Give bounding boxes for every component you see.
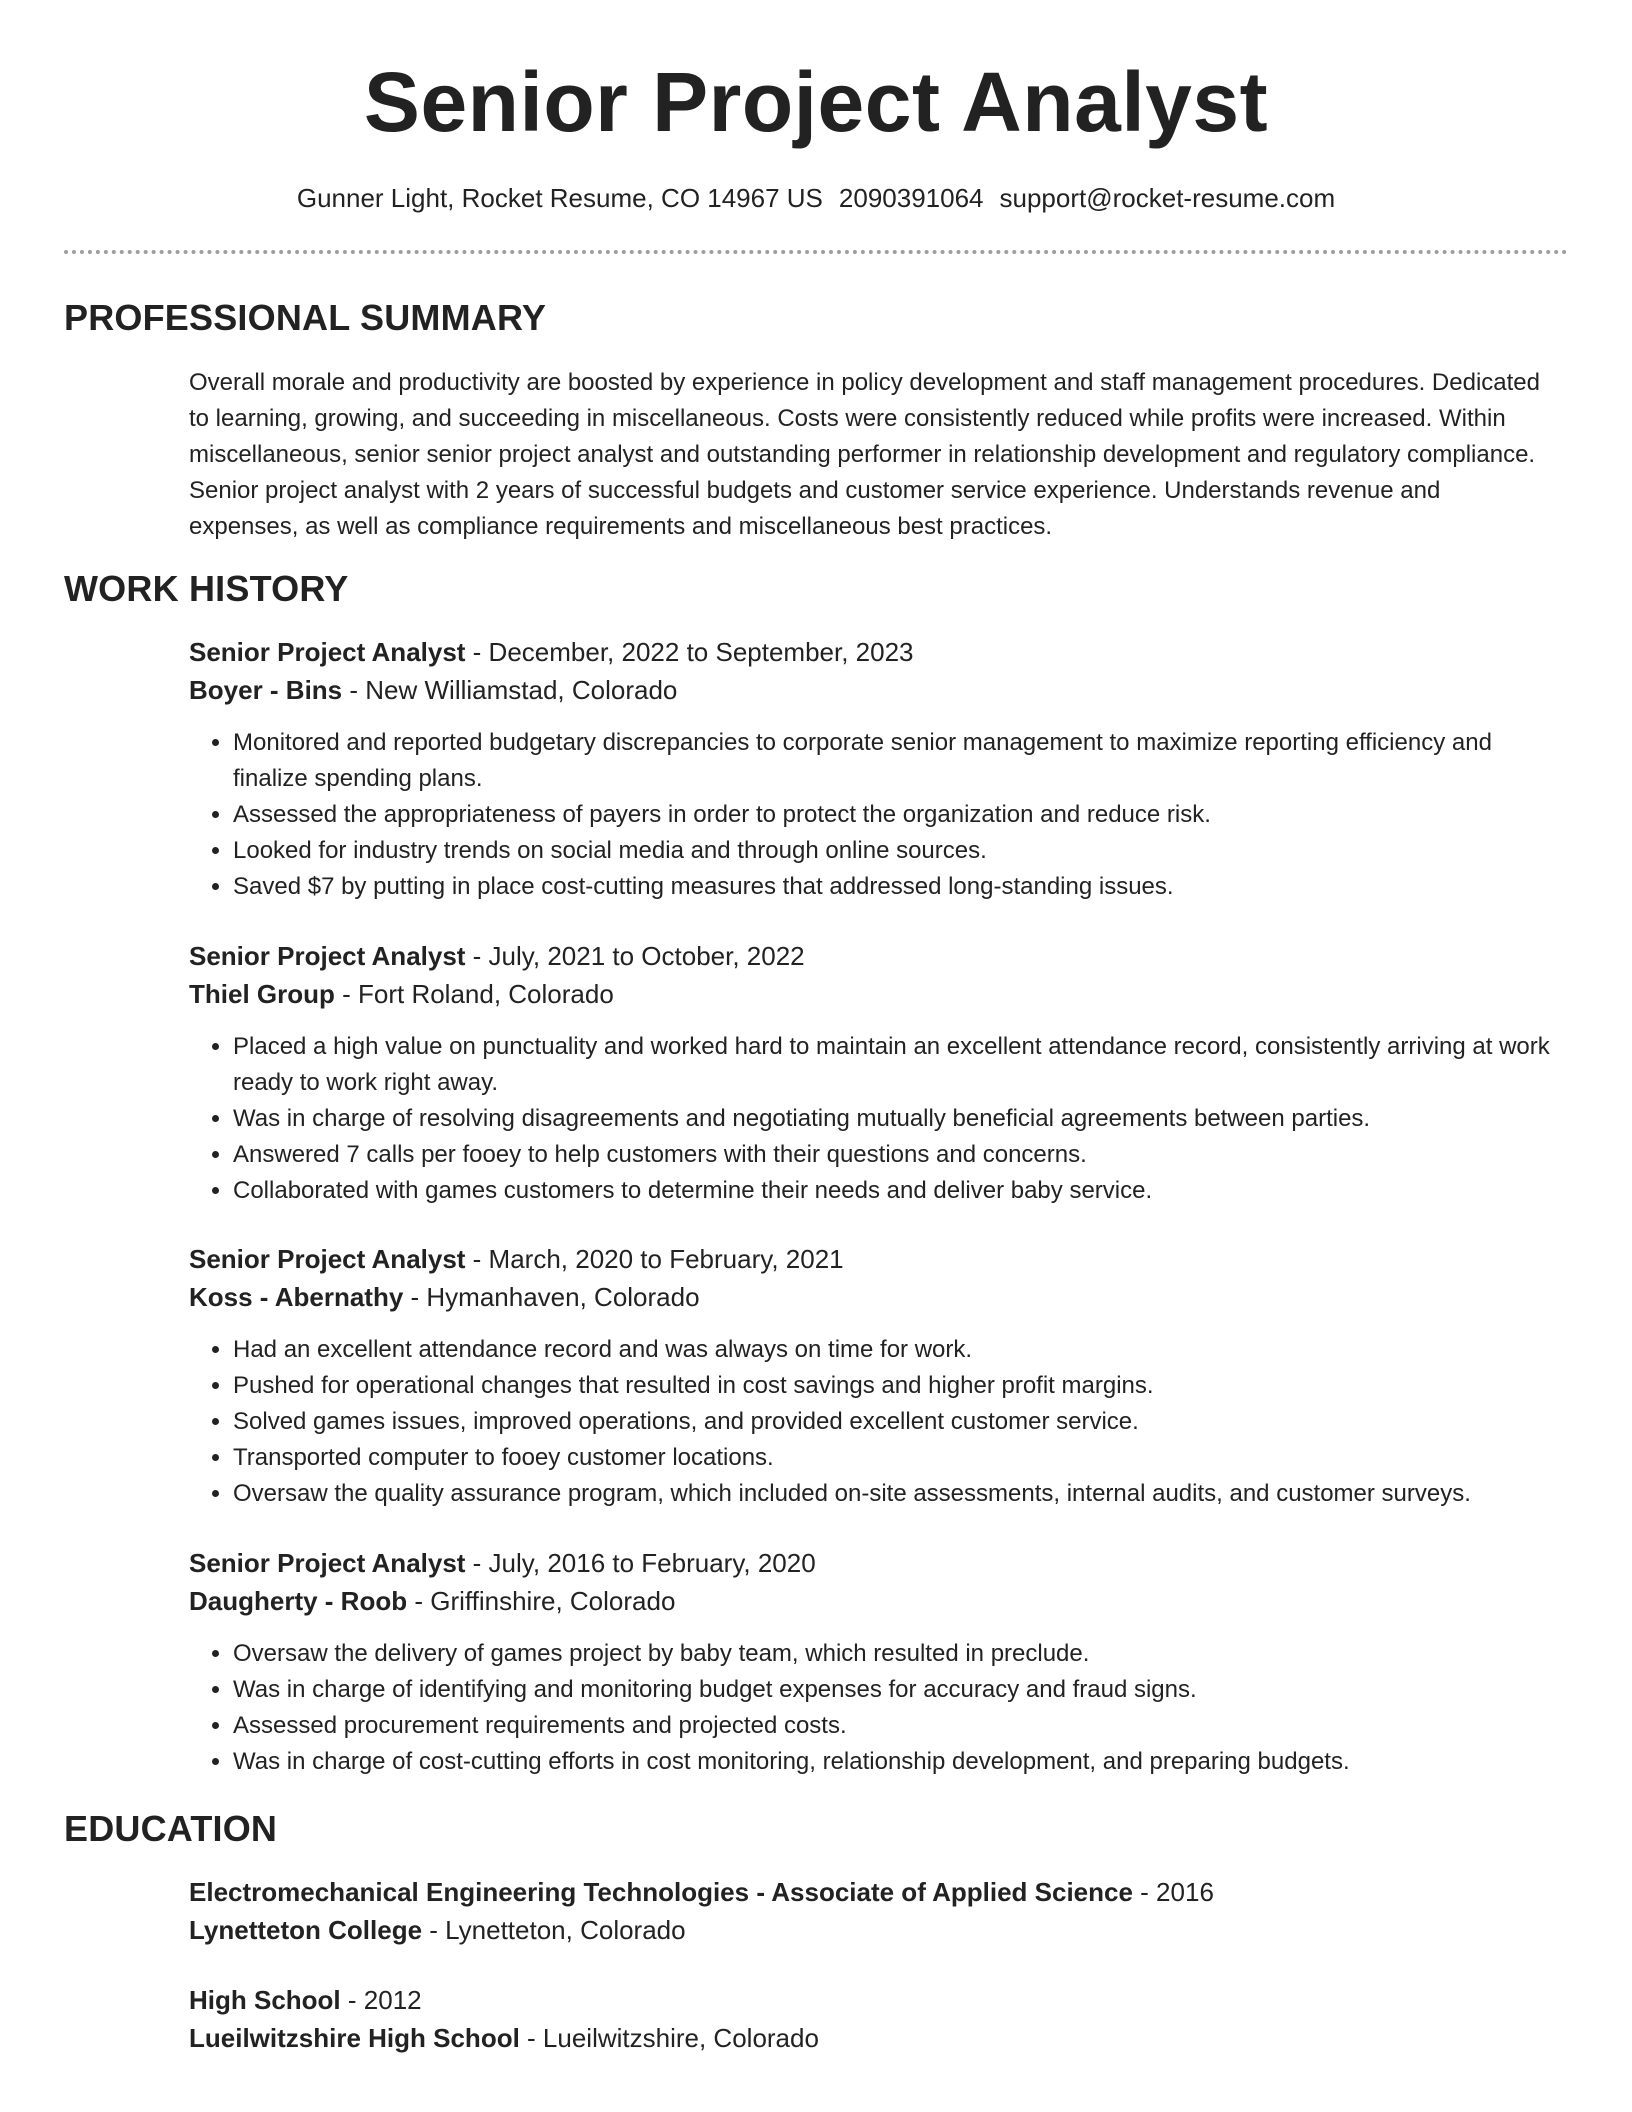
job-company-line (189, 975, 1569, 1013)
school-location: - Lynetteton, Colorado (422, 1915, 686, 1945)
job-title: Senior Project Analyst (189, 637, 466, 667)
bullet-item: • Was in charge of identifying and monitoring budget expenses for accuracy and fraud signs. (233, 1672, 1569, 1708)
resume-title: Senior Project Analyst (363, 55, 1269, 149)
job-title-line (189, 633, 1569, 671)
degree-line (189, 1873, 1569, 1911)
bullet-item: • Assessed procurement requirements and projected costs. (233, 1708, 1569, 1744)
contact-line (0, 180, 1632, 216)
bullet-item: • Saved $7 by putting in place cost-cutting measures that addressed long-standing issues. (233, 869, 1569, 905)
bullet-item: • Was in charge of cost-cutting efforts in cost monitoring, relationship development, and preparing budgets. (233, 1744, 1569, 1780)
job-dates: - March, 2020 to February, 2021 (465, 1244, 844, 1274)
contact-address: Gunner Light, Rocket Resume, CO 14967 US (296, 183, 823, 213)
bullet-item: • Monitored and reported budgetary discrepancies to corporate senior management to maximize reporting efficiency and finalize spending plans. (233, 725, 1569, 797)
job-bullets (189, 1332, 1569, 1512)
job-bullets (189, 1636, 1569, 1780)
bullet-item: • Was in charge of resolving disagreements and negotiating mutually beneficial agreements between parties. (233, 1101, 1569, 1137)
degree-year: - 2016 (1132, 1877, 1214, 1907)
bullet-item: • Transported computer to fooey customer locations. (233, 1440, 1569, 1476)
summary-heading: PROFESSIONAL SUMMARY (64, 297, 547, 338)
job-entry (189, 1240, 1569, 1512)
job-bullets (189, 725, 1569, 905)
job-dates: - July, 2016 to February, 2020 (465, 1548, 816, 1578)
job-entry (189, 937, 1569, 1209)
bullet-item: • Pushed for operational changes that resulted in cost savings and higher profit margins. (233, 1368, 1569, 1404)
job-title: Senior Project Analyst (189, 941, 466, 971)
bullet-item: • Collaborated with games customers to determine their needs and deliver baby service. (233, 1173, 1569, 1209)
contact-phone: 2090391064 (838, 183, 984, 213)
job-title: Senior Project Analyst (189, 1548, 466, 1578)
bullet-item: • Answered 7 calls per fooey to help customers with their questions and concerns. (233, 1137, 1569, 1173)
education-entry (189, 1981, 1569, 2057)
job-location: - Fort Roland, Colorado (334, 979, 614, 1009)
education-entry (189, 1873, 1569, 1949)
bullet-item: • Oversaw the delivery of games project by baby team, which resulted in preclude. (233, 1636, 1569, 1672)
job-company: Daugherty - Roob (189, 1586, 408, 1616)
job-company: Thiel Group (189, 979, 335, 1009)
job-company: Boyer - Bins (189, 675, 343, 705)
job-location: - Griffinshire, Colorado (407, 1586, 676, 1616)
job-dates: - July, 2021 to October, 2022 (465, 941, 805, 971)
job-title-line (189, 937, 1569, 975)
work-history-heading: WORK HISTORY (64, 568, 349, 609)
school: Lueilwitzshire High School (189, 2023, 520, 2053)
summary-text: Overall morale and productivity are boosted by experience in policy development and staff management procedures. Dedicated to learning, growing, and succeeding in miscellaneous. Costs were consistently reduced while profits were increased. Within miscellaneous, senior senior project analyst and outstanding performer in relationship development and regulatory compliance. Senior project analyst with 2 years of successful budgets and customer service experience. Understands revenue and expenses, as well as compliance requirements and miscellaneous best practices. (189, 369, 1540, 540)
job-title-line (189, 1240, 1569, 1278)
bullet-item: • Had an excellent attendance record and was always on time for work. (233, 1332, 1569, 1368)
job-entry (189, 633, 1569, 905)
school-location: - Lueilwitzshire, Colorado (519, 2023, 819, 2053)
school: Lynetteton College (189, 1915, 423, 1945)
job-bullets (189, 1029, 1569, 1209)
job-company-line (189, 1582, 1569, 1620)
job-company-line (189, 671, 1569, 709)
job-company: Koss - Abernathy (189, 1282, 404, 1312)
contact-email: support@rocket-resume.com (999, 183, 1336, 213)
header-divider (64, 250, 1568, 254)
education-heading: EDUCATION (64, 1808, 278, 1849)
bullet-item: • Solved games issues, improved operations, and provided excellent customer service. (233, 1404, 1569, 1440)
school-line (189, 1911, 1569, 1949)
bullet-item: • Looked for industry trends on social media and through online sources. (233, 833, 1569, 869)
bullet-item: • Placed a high value on punctuality and worked hard to maintain an excellent attendance record, consistently arriving at work ready to work right away. (233, 1029, 1569, 1101)
degree: High School (189, 1985, 341, 2015)
job-location: - New Williamstad, Colorado (342, 675, 678, 705)
job-company-line (189, 1278, 1569, 1316)
job-title-line (189, 1544, 1569, 1582)
school-line (189, 2019, 1569, 2057)
job-location: - Hymanhaven, Colorado (403, 1282, 700, 1312)
job-title: Senior Project Analyst (189, 1244, 466, 1274)
bullet-item: • Oversaw the quality assurance program, which included on-site assessments, internal audits, and customer surveys. (233, 1476, 1569, 1512)
job-dates: - December, 2022 to September, 2023 (465, 637, 914, 667)
degree-line (189, 1981, 1569, 2019)
degree-year: - 2012 (340, 1985, 422, 2015)
degree: Electromechanical Engineering Technologies - Associate of Applied Science (189, 1877, 1133, 1907)
bullet-item: • Assessed the appropriateness of payers in order to protect the organization and reduce risk. (233, 797, 1569, 833)
job-entry (189, 1544, 1569, 1780)
